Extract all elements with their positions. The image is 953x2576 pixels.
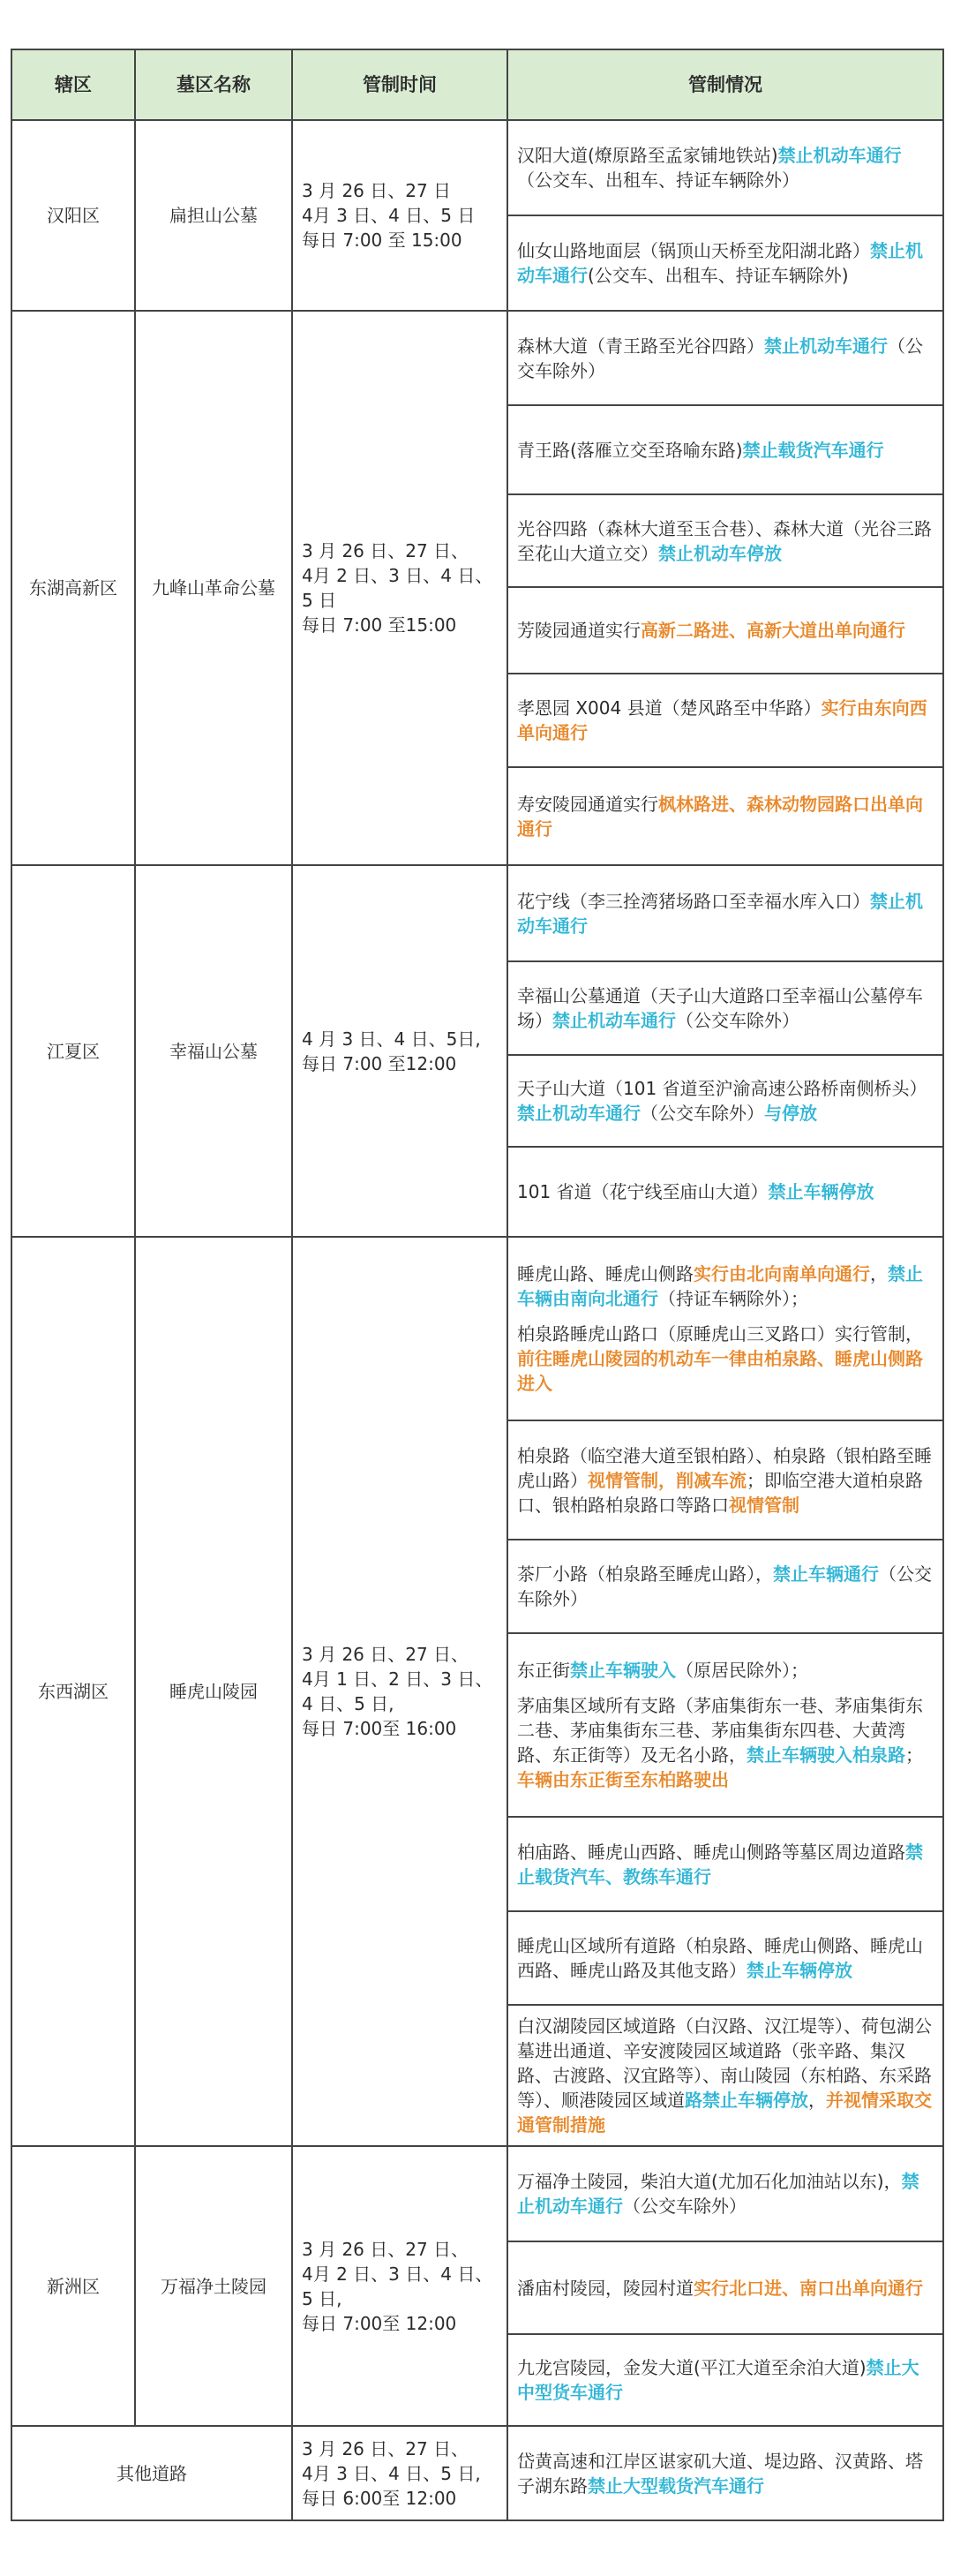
road-text: 孝恩园 X004 县道（楚风路至中华路）: [517, 697, 822, 719]
prohibition-text: 禁止机动车通行: [517, 890, 923, 937]
road-text: 茅庙集区域所有支路（茅庙集街东一巷、茅庙集街东二巷、茅庙集街东三巷、茅庙集街东四巷、大黄湾路、东正街等）及无名小路，: [517, 1695, 923, 1766]
road-text: 睡虎山区域所有道路（柏泉路、睡虎山侧路、睡虎山西路、睡虎山路及其他支路）: [517, 1935, 923, 1981]
situation-paragraph: [517, 438, 934, 463]
road-text: 仙女山路地面层（锅顶山天桥至龙阳湖北路）: [517, 240, 870, 261]
control-situation-cell: [507, 494, 943, 587]
control-situation-cell: [507, 1055, 943, 1147]
road-text: 汉阳大道(燎原路至孟家铺地铁站): [517, 145, 778, 166]
direction-text: 实行北口进、南口出单向通行: [694, 2277, 923, 2299]
road-text: 东正街: [517, 1660, 570, 1681]
traffic-control-table: [11, 49, 944, 2521]
control-situation-cell: [507, 2241, 943, 2334]
control-situation-cell: [507, 2005, 943, 2146]
prohibition-text: 禁止车辆通行: [773, 1563, 879, 1585]
situation-paragraph: [517, 2355, 934, 2405]
prohibition-text: 禁止大型载货汽车通行: [588, 2474, 764, 2497]
control-situation-cell: [507, 961, 943, 1055]
situation-paragraph: [517, 1658, 934, 1683]
situation-paragraph: [517, 1076, 934, 1126]
situation-paragraph: [517, 2169, 934, 2218]
control-situation-cell: [507, 2426, 943, 2520]
road-text: 森林大道（青王路至光谷四路）: [517, 335, 764, 357]
situation-paragraph: [517, 238, 934, 288]
road-text: (公交车、出租车、持证车辆除外): [588, 265, 849, 286]
prohibition-text: 禁止机动车停放: [658, 542, 782, 564]
control-time-cell: 3 月 26 日、27 日、 4月 2 日、3 日、4 日、 5 日, 每日 7:00至 12:00: [292, 2146, 507, 2426]
road-text: 岱黄高速和江岸区谌家矶大道、堤边路、汉黄路、塔子湖东路: [517, 2450, 923, 2497]
prohibition-text: 禁止大中型货车通行: [517, 2357, 919, 2403]
cemetery-cell: 万福净土陵园: [135, 2146, 292, 2426]
header-time: 管制时间: [292, 49, 507, 120]
situation-paragraph: [517, 516, 934, 566]
road-text: ；即临空港大道柏泉路口、银柏路柏泉路口等路口: [517, 1469, 923, 1516]
control-situation-cell: [507, 311, 943, 405]
prohibition-text: 与停放: [764, 1103, 817, 1124]
control-situation-cell: [507, 1147, 943, 1237]
control-situation-cell: [507, 865, 943, 961]
road-text: 青王路(落雁立交至珞喻东路): [517, 439, 743, 461]
control-situation-cell: [507, 1540, 943, 1633]
road-text: 柏泉路（临空港大道至银柏路）、柏泉路（银柏路至睡虎山路）: [517, 1444, 932, 1491]
control-time-cell: 3 月 26 日、27 日、 4月 3 日、4 日、5 日, 每日 6:00至 12:00: [292, 2426, 507, 2520]
prohibition-text: 禁止机动车通行: [517, 1103, 641, 1124]
control-time-cell: 4 月 3 日、4 日、5日, 每日 7:00 至12:00: [292, 865, 507, 1237]
road-text: （持证车辆除外）；: [658, 1288, 808, 1309]
cemetery-cell: 幸福山公墓: [135, 865, 292, 1237]
header-cemetery: 墓区名称: [135, 49, 292, 120]
direction-text: 视情管制，削减车流: [588, 1469, 747, 1491]
road-text: 101 省道（花宁线至庙山大道）: [517, 1181, 769, 1202]
table-row: [11, 311, 943, 405]
district-cell: 江夏区: [11, 865, 135, 1237]
control-situation-cell: [507, 120, 943, 215]
header-situation: 管制情况: [507, 49, 943, 120]
control-situation-cell: [507, 215, 943, 311]
road-text: （原居民除外）；: [676, 1660, 808, 1681]
situation-paragraph: [517, 983, 934, 1033]
situation-paragraph: [517, 1840, 934, 1889]
road-text: 光谷四路（森林大道至玉合巷）、森林大道（光谷三路至花山大道立交）: [517, 517, 932, 564]
direction-text: 枫林路进、森林动物园路口出单向通行: [517, 793, 923, 840]
road-text: 幸福山公墓通道（天子山大道路口至幸福山公墓停车场）: [517, 985, 923, 1031]
prohibition-text: 禁止车辆由南向北通行: [517, 1263, 923, 1309]
direction-text: 高新二路进、高新大道出单向通行: [641, 620, 905, 641]
prohibition-text: 禁止机动车通行: [777, 145, 902, 166]
situation-paragraph: [517, 1562, 934, 1611]
table-row: [11, 120, 943, 215]
situation-paragraph: [517, 1933, 934, 1983]
road-text: 九龙宫陵园，金发大道(平江大道至余泊大道): [517, 2357, 867, 2378]
cemetery-cell: 九峰山革命公墓: [135, 311, 292, 865]
situation-paragraph: [517, 1262, 934, 1311]
road-text: （公交车除外）: [676, 1010, 799, 1031]
prohibition-text: 禁止车辆驶入柏泉路: [747, 1744, 905, 1766]
control-situation-cell: [507, 1420, 943, 1540]
district-cell: 新洲区: [11, 2146, 135, 2426]
district-cell: 东西湖区: [11, 1237, 135, 2146]
road-text: 寿安陵园通道实行: [517, 793, 658, 815]
control-time-cell: 3 月 26 日、27 日、 4月 1 日、2 日、3 日、 4 日、5 日, 每日 7:00至 16:00: [292, 1237, 507, 2146]
prohibition-text: 禁止机动车通行: [764, 335, 888, 357]
prohibition-text: 禁止载货汽车通行: [742, 439, 884, 461]
road-text: 茶厂小路（柏泉路至睡虎山路），: [517, 1563, 773, 1585]
situation-paragraph: [517, 792, 934, 841]
direction-text: 实行由东向西单向通行: [517, 697, 927, 743]
situation-paragraph: [517, 334, 934, 383]
prohibition-text: 禁止车辆停放: [768, 1181, 874, 1202]
road-text: （公交车除外）: [641, 1103, 764, 1124]
table-row: [11, 2146, 943, 2241]
prohibition-text: 禁止车辆驶入: [570, 1660, 676, 1681]
prohibition-text: 禁止机动车通行: [517, 2171, 919, 2217]
prohibition-text: 禁止载货汽车、教练车通行: [517, 1841, 923, 1887]
road-text: 天子山大道（101 省道至沪渝高速公路桥南侧桥头）: [517, 1078, 927, 1099]
situation-paragraph: [517, 1693, 934, 1792]
prohibition-text: 禁止机动车通行: [517, 240, 923, 286]
situation-paragraph: [517, 696, 934, 745]
road-text: 万福净土陵园，柴泊大道(尤加石化加油站以东)，: [517, 2171, 902, 2192]
road-text: 白汉湖陵园区域道路（白汉路、汉江堤等）、荷包湖公墓进出通道、辛安渡陵园区域道路（张辛路、集汉路、古渡路、汉宜路等）、南山陵园（东柏路、东采路等）、顺港陵园区域道: [517, 2015, 932, 2111]
table-row: [11, 865, 943, 961]
control-situation-cell: [507, 1633, 943, 1817]
situation-paragraph: [517, 1179, 934, 1204]
road-text: （公交车除外）: [517, 1563, 932, 1609]
district-cell: 东湖高新区: [11, 311, 135, 865]
situation-paragraph: [517, 889, 934, 938]
table-row: [11, 2426, 943, 2520]
road-text: 潘庙村陵园，陵园村道: [517, 2277, 694, 2299]
prohibition-text: 路禁止车辆停放: [685, 2090, 808, 2111]
situation-paragraph: [517, 2014, 934, 2137]
road-text: ；: [905, 1744, 923, 1766]
direction-text: 车辆由东正街至东柏路驶出: [517, 1769, 729, 1790]
district-cell: 其他道路: [11, 2426, 292, 2520]
prohibition-text: 禁止机动车通行: [552, 1010, 676, 1031]
control-situation-cell: [507, 2146, 943, 2241]
control-situation-cell: [507, 587, 943, 674]
header-district: 辖区: [11, 49, 135, 120]
road-text: 睡虎山路、睡虎山侧路: [517, 1263, 694, 1284]
road-text: ，: [870, 1263, 888, 1284]
header-row: [11, 49, 943, 120]
table-row: [11, 1237, 943, 1420]
road-text: ，: [808, 2090, 826, 2111]
control-time-cell: 3 月 26 日、27 日 4月 3 日、4 日、5 日 每日 7:00 至 15:00: [292, 120, 507, 311]
situation-paragraph: [517, 2449, 934, 2498]
situation-paragraph: [517, 2276, 934, 2301]
situation-paragraph: [517, 1322, 934, 1396]
road-text: （公交车除外）: [517, 335, 923, 381]
road-text: （公交车、出租车、持证车辆除外）: [517, 169, 799, 191]
cemetery-cell: 扁担山公墓: [135, 120, 292, 311]
control-situation-cell: [507, 2334, 943, 2426]
road-text: 柏庙路、睡虎山西路、睡虎山侧路等墓区周边道路: [517, 1841, 905, 1863]
cemetery-cell: 睡虎山陵园: [135, 1237, 292, 2146]
control-situation-cell: [507, 1817, 943, 1911]
control-situation-cell: [507, 767, 943, 865]
direction-text: 实行由北向南单向通行: [694, 1263, 870, 1284]
road-text: （公交车除外）: [623, 2196, 747, 2217]
direction-text: 并视情采取交通管制措施: [517, 2090, 932, 2135]
road-text: 柏泉路睡虎山路口（原睡虎山三叉路口）实行管制，: [517, 1323, 923, 1344]
control-situation-cell: [507, 1237, 943, 1420]
situation-paragraph: [517, 143, 934, 192]
control-situation-cell: [507, 674, 943, 767]
control-time-cell: 3 月 26 日、27 日、 4月 2 日、3 日、4 日、 5 日 每日 7:00 至15:00: [292, 311, 507, 865]
road-text: 芳陵园通道实行: [517, 620, 641, 641]
prohibition-text: 禁止车辆停放: [747, 1960, 852, 1981]
situation-paragraph: [517, 618, 934, 643]
control-situation-cell: [507, 405, 943, 494]
table-body: [11, 120, 943, 2520]
direction-text: 视情管制: [729, 1494, 799, 1516]
district-cell: 汉阳区: [11, 120, 135, 311]
situation-paragraph: [517, 1443, 934, 1518]
direction-text: 前往睡虎山陵园的机动车一律由柏泉路、睡虎山侧路进入: [517, 1348, 923, 1394]
control-situation-cell: [507, 1911, 943, 2005]
road-text: 花宁线（李三拴湾猪场路口至幸福水库入口）: [517, 890, 870, 912]
